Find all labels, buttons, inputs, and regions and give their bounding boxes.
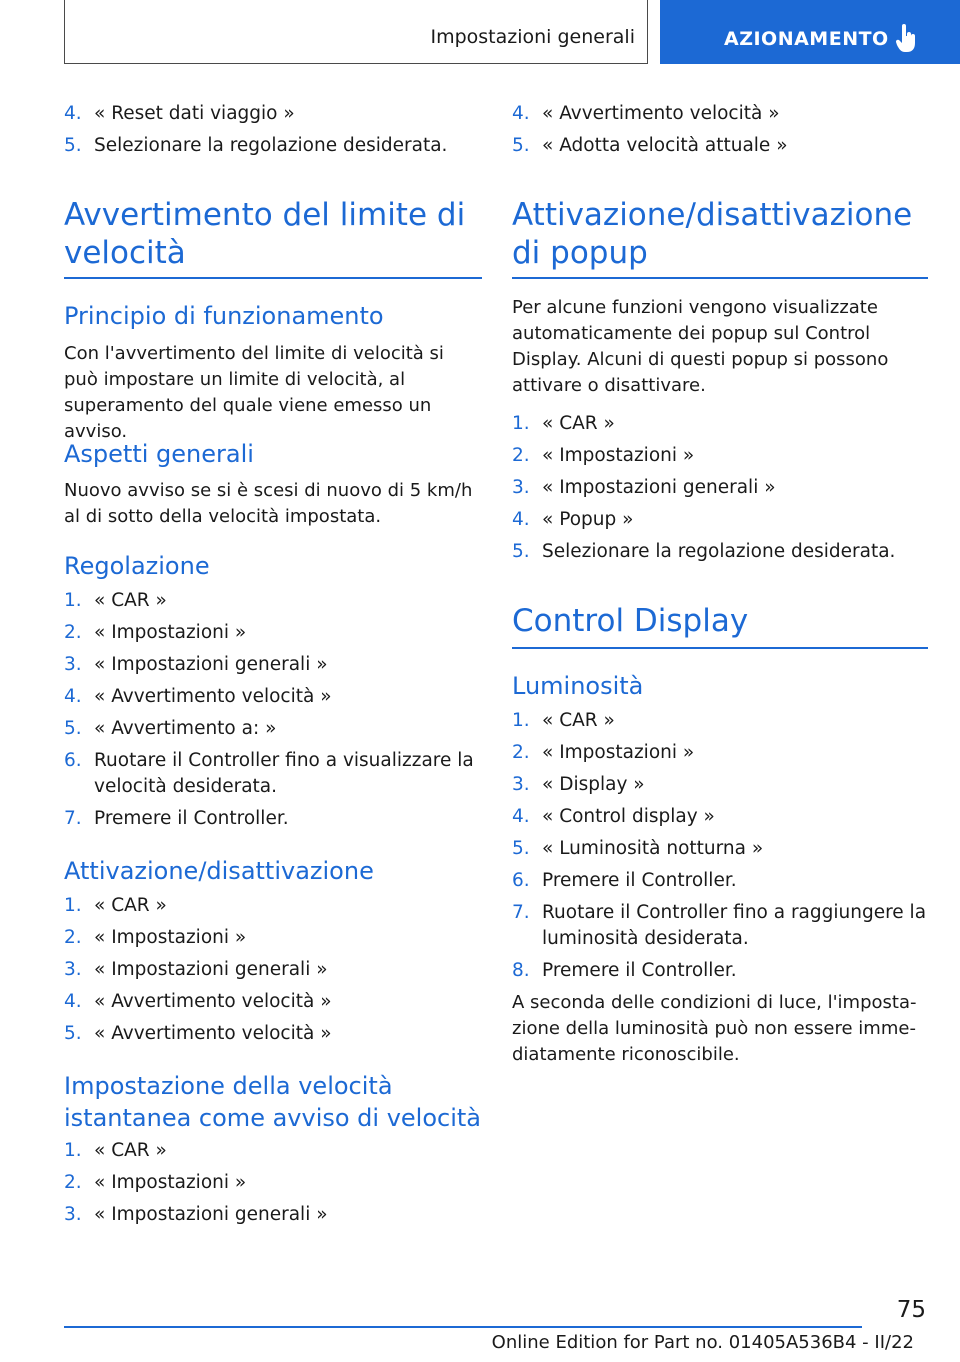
- list-text: « Avvertimento velocità »: [94, 1023, 332, 1044]
- subheading-aspetti: Aspetti generali: [64, 440, 254, 468]
- list-text: « CAR »: [542, 710, 615, 731]
- list-text: « Adotta velocità attuale »: [542, 135, 788, 156]
- list-number: 3.: [64, 1204, 82, 1225]
- heading-divider: [64, 277, 482, 279]
- list-text: « Impostazioni »: [94, 622, 247, 643]
- list-text: « Popup »: [542, 509, 634, 530]
- list-text: « Avvertimento velocità »: [94, 686, 332, 707]
- list-number: 1.: [64, 590, 82, 611]
- heading-divider: [512, 277, 928, 279]
- list-number: 5.: [64, 135, 82, 156]
- list-number: 4.: [512, 509, 530, 530]
- list-text: « Impostazioni »: [94, 1172, 247, 1193]
- chapter-tab-label: AZIONAMENTO: [724, 28, 889, 50]
- list-text: « CAR »: [94, 1140, 167, 1161]
- list-text: « Avvertimento a: »: [94, 718, 277, 739]
- list-number: 7.: [512, 902, 530, 923]
- list-number: 2.: [512, 742, 530, 763]
- list-number: 2.: [64, 927, 82, 948]
- header-section-title: Impostazioni generali: [430, 26, 635, 48]
- list-number: 2.: [512, 445, 530, 466]
- list-number: 4.: [64, 103, 82, 124]
- list-number: 1.: [512, 413, 530, 434]
- list-text: « Impostazioni »: [94, 927, 247, 948]
- list-number: 8.: [512, 960, 530, 981]
- list-text: Selezionare la regolazione desiderata.: [94, 135, 448, 156]
- list-number: 1.: [64, 1140, 82, 1161]
- section-heading-control-display: Control Display: [512, 603, 749, 639]
- list-text: « CAR »: [542, 413, 615, 434]
- list-text: « Luminosità notturna »: [542, 838, 764, 859]
- list-text: « Impostazioni generali »: [94, 654, 328, 675]
- paragraph-principio: Con l'avvertimento del limite di velocità si può impostare un limite di velocità, al superamento del quale viene emesso un avviso.: [64, 343, 444, 442]
- footer-edition: Online Edition for Part no. 01405A536B4 - II/22: [491, 1332, 914, 1353]
- list-number: 5.: [64, 718, 82, 739]
- list-number: 2.: [64, 622, 82, 643]
- list-number: 3.: [512, 774, 530, 795]
- list-number: 5.: [512, 541, 530, 562]
- section-heading-speed-limit: Avvertimento del limite di velocità: [64, 197, 466, 271]
- list-number: 5.: [512, 838, 530, 859]
- list-number: 1.: [512, 710, 530, 731]
- list-text: Premere il Controller.: [542, 870, 737, 891]
- list-number: 2.: [64, 1172, 82, 1193]
- header-section-box: [64, 0, 648, 64]
- footer-divider: [64, 1326, 862, 1328]
- list-number: 4.: [512, 103, 530, 124]
- paragraph-aspetti: Nuovo avviso se si è scesi di nuovo di 5 km/h al di sotto della velocità impostata.: [64, 480, 473, 527]
- subheading-attivazione: Attivazione/disattivazione: [64, 857, 374, 885]
- list-number: 5.: [64, 1023, 82, 1044]
- list-text: « Avvertimento velocità »: [542, 103, 780, 124]
- list-number: 4.: [64, 991, 82, 1012]
- list-text: « CAR »: [94, 895, 167, 916]
- list-number: 5.: [512, 135, 530, 156]
- list-number: 3.: [512, 477, 530, 498]
- paragraph-luminosita-note: A seconda delle condizioni di luce, l'impostazione della luminosità può non essere immediatamente riconoscibile.: [512, 992, 917, 1065]
- chapter-tab[interactable]: [660, 0, 960, 64]
- list-number: 1.: [64, 895, 82, 916]
- list-text: « Impostazioni generali »: [94, 1204, 328, 1225]
- page-number: 75: [896, 1297, 926, 1323]
- heading-divider: [512, 647, 928, 649]
- paragraph-popup: Per alcune funzioni vengono visualizzate automaticamente dei popup sul Control Display. Alcuni di questi popup si possono attivare o disattivare.: [512, 297, 889, 396]
- list-text: « Display »: [542, 774, 645, 795]
- list-text: « Impostazioni »: [542, 445, 695, 466]
- list-number: 3.: [64, 959, 82, 980]
- list-text: « Control display »: [542, 806, 715, 827]
- list-text: « Avvertimento velocità »: [94, 991, 332, 1012]
- list-text: Premere il Controller.: [94, 808, 289, 829]
- list-text: Ruotare il Controller fino a visualizzare la velocità desiderata.: [94, 750, 474, 797]
- list-number: 6.: [512, 870, 530, 891]
- list-text: « Impostazioni generali »: [542, 477, 776, 498]
- pointing-hand-icon: [896, 24, 918, 54]
- list-text: « Impostazioni »: [542, 742, 695, 763]
- subheading-impostazione: Impostazione della velocità istantanea come avviso di velocità: [64, 1072, 482, 1132]
- subheading-principio: Principio di funzionamento: [64, 302, 384, 330]
- subheading-regolazione: Regolazione: [64, 552, 210, 580]
- list-number: 4.: [512, 806, 530, 827]
- list-number: 3.: [64, 654, 82, 675]
- list-text: « CAR »: [94, 590, 167, 611]
- list-number: 6.: [64, 750, 82, 771]
- list-text: Selezionare la regolazione desiderata.: [542, 541, 896, 562]
- section-heading-popup: Attivazione/disattivazione di popup: [512, 197, 913, 271]
- list-number: 7.: [64, 808, 82, 829]
- list-number: 4.: [64, 686, 82, 707]
- list-text: « Impostazioni generali »: [94, 959, 328, 980]
- list-text: Ruotare il Controller fino a raggiungere la luminosità desiderata.: [542, 902, 927, 949]
- list-text: Premere il Controller.: [542, 960, 737, 981]
- list-text: « Reset dati viaggio »: [94, 103, 295, 124]
- subheading-luminosita: Luminosità: [512, 672, 644, 700]
